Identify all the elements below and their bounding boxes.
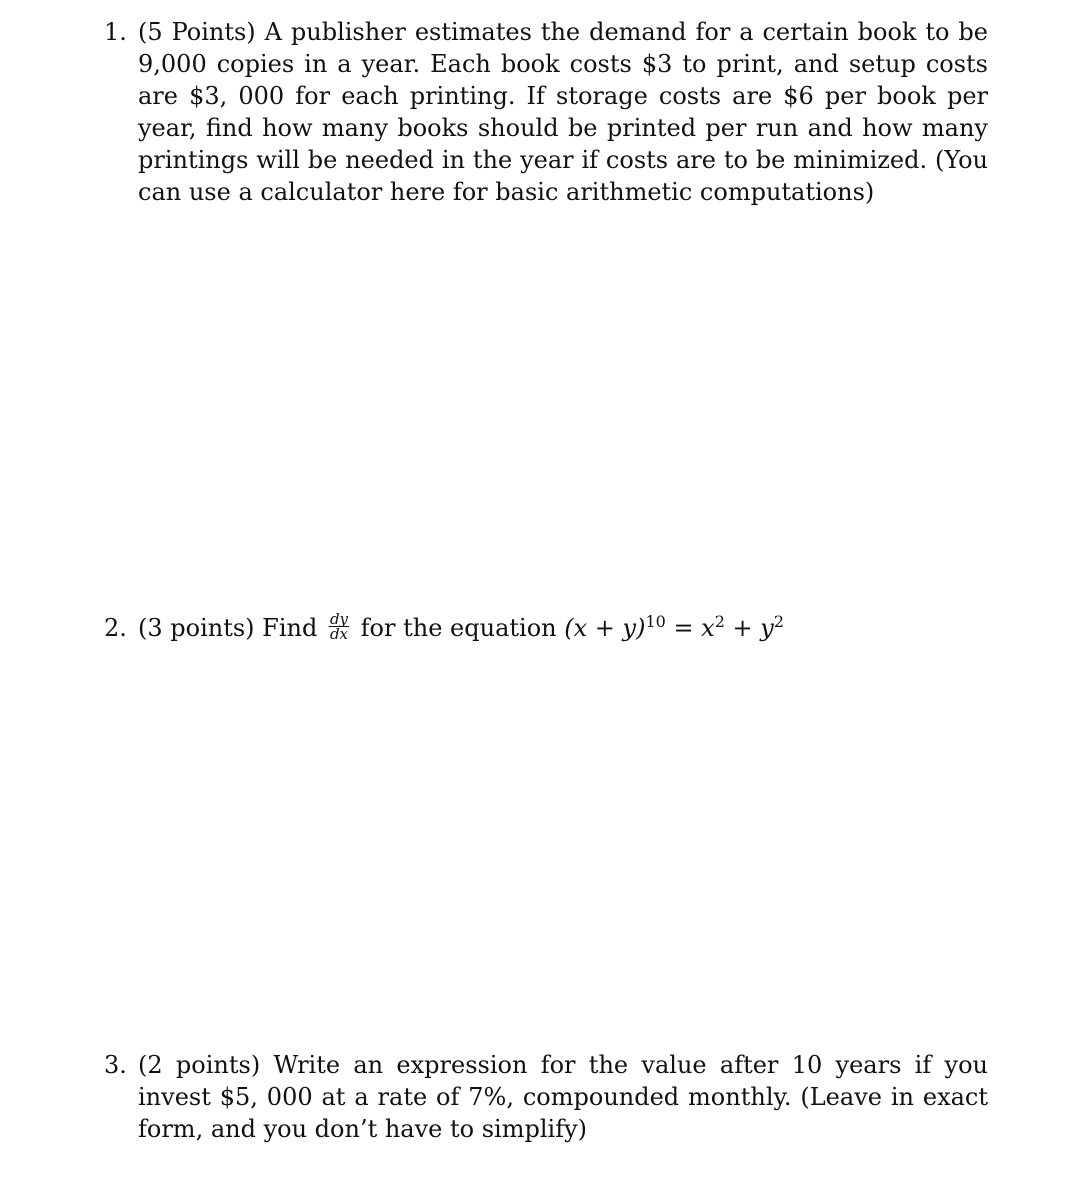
- problem-2-mid: for the equation: [360, 614, 557, 642]
- equation-rhs-exp-2: 2: [773, 612, 785, 631]
- problem-2: [104, 612, 988, 644]
- derivative-numerator: dy: [329, 610, 349, 628]
- problem-2-number: 2.: [104, 614, 127, 642]
- equation-lhs: (x + y): [564, 614, 646, 642]
- problem-2-prefix: (3 points) Find: [138, 614, 318, 642]
- problem-2-text: [138, 612, 988, 644]
- problem-1-number: 1.: [104, 18, 127, 46]
- equation-exponent: 10: [645, 612, 666, 631]
- problem-1: [104, 16, 988, 208]
- problem-3-number: 3.: [104, 1051, 127, 1079]
- derivative-denominator: dx: [329, 625, 349, 643]
- problem-3: [104, 1049, 988, 1145]
- equation-rhs-x: = x: [673, 614, 715, 642]
- derivative-fraction: [329, 612, 349, 641]
- equation-rhs-y: + y: [724, 614, 774, 642]
- equation-rhs-exp-1: 2: [714, 612, 725, 631]
- problem-1-text: (5 Points) A publisher estimates the demand for a certain book to be 9,000 copies in a year. Each book costs $3 to print, and setup costs are $3, 000 for each printing. If storage costs are $6 per book per year, find how many books should be printed per run and how many printings will be needed in the year if costs are to be minimized. (You can use a calculator here for basic arithmetic computations): [138, 18, 988, 206]
- problem-3-text: (2 points) Write an expression for the value after 10 years if you invest $5, 000 at a rate of 7%, compounded monthly. (Leave in exact form, and you don’t have to simplify): [138, 1051, 988, 1143]
